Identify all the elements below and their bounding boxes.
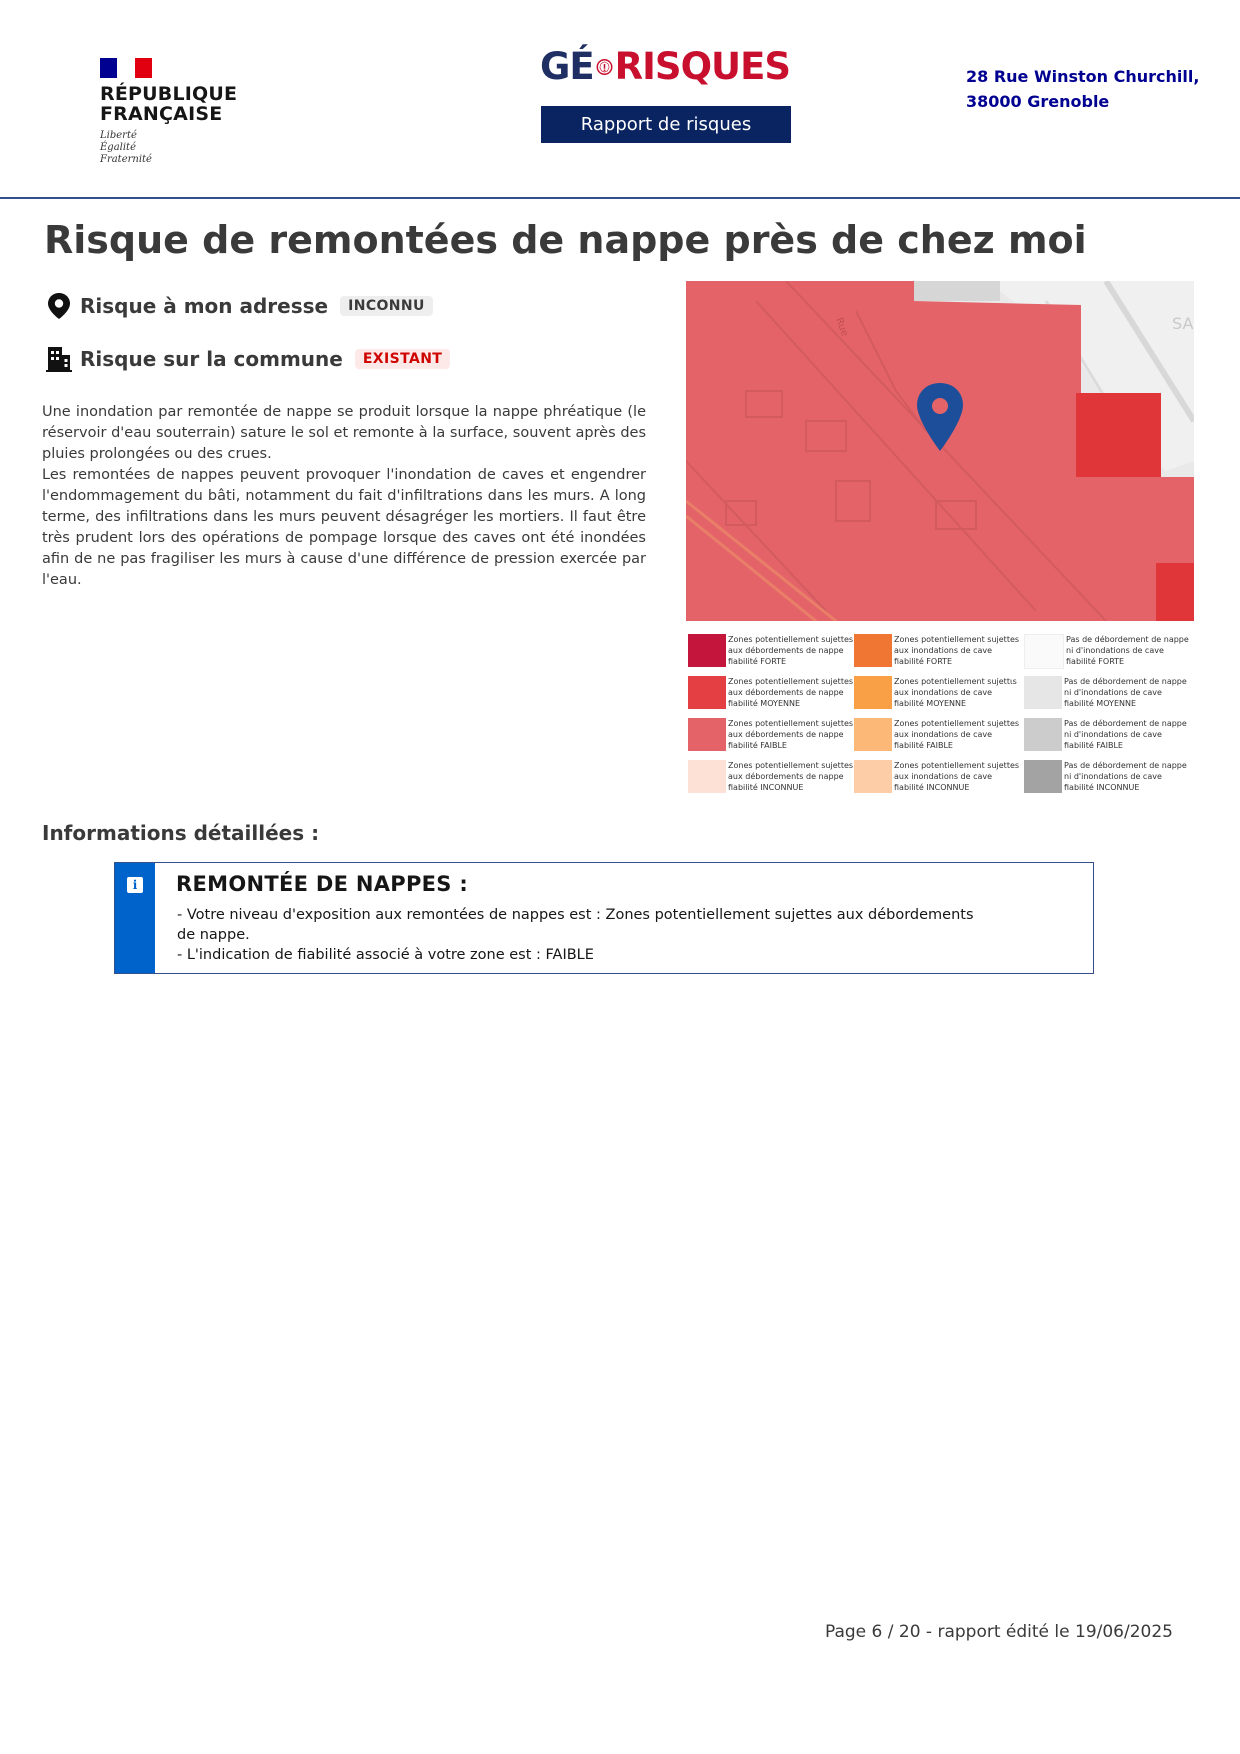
address-line: 38000 Grenoble [966,92,1110,111]
legend-label-line: Pas de débordement de nappe [1064,761,1187,770]
legend-label [894,634,1024,667]
legend-label-line: Zones potentiellement sujettes [894,761,1020,770]
legend-swatch [1024,718,1062,751]
legend-item [688,718,858,751]
legend-label-line: ni d'inondations de cave [1066,646,1164,655]
risk-address-status-badge: INCONNU [340,296,433,316]
risk-address-label: Risque à mon adresse [80,294,329,318]
page-footer: Page 6 / 20 - rapport édité le 19/06/2025 [824,1622,1173,1642]
legend-label [728,718,858,751]
france-alert-icon [596,48,613,86]
legend-label [1064,676,1194,709]
legend-swatch [688,634,726,667]
risk-description [42,402,646,591]
legend-swatch [1024,676,1062,709]
legend-item [1024,634,1196,669]
legend-item [688,760,858,793]
legend-label [1066,634,1196,667]
legend-label-line: fiabilité MOYENNE [728,699,801,708]
legend-swatch [1024,634,1064,669]
legend-label-line: aux débordements de nappe [728,646,844,655]
legend-item [854,676,1024,709]
motto-line: Égalité [100,142,136,153]
legend-label-line: fiabilité INCONNUE [728,783,804,792]
map-area-label: SA [1172,314,1194,333]
republic-name [100,84,270,124]
motto-line: Fraternité [100,154,152,165]
republique-francaise-logo [100,58,270,166]
risk-commune-label: Risque sur la commune [80,347,343,371]
georisques-logo [540,44,790,90]
legend-label [894,760,1024,793]
legend-label-line: Zones potentiellement sujettes [728,719,854,728]
legend-item [1024,760,1194,793]
legend-label-line: fiabilité INCONNUE [1064,783,1140,792]
legend-label [728,676,858,709]
info-line: - Votre niveau d'exposition aux remontées de nappes est : Zones potentiellement sujettes aux débordements [177,907,974,923]
republic-name-line: RÉPUBLIQUE [100,83,238,105]
legend-label-line: ni d'inondations de cave [1064,772,1162,781]
legend-label-line: fiabilité INCONNUE [894,783,970,792]
legend-item [688,634,858,667]
description-paragraph: Les remontées de nappes peuvent provoquer l'inondation de caves et engendrer l'endommagement du bâti, notamment du fait d'infiltrations dans les murs. A long terme, des infiltrations dans les murs peuvent désagréger les mortiers. Il faut être très prudent lors des opérations de pompage lorsque des caves ont été inondées afin de ne pas fragiliser les murs à cause d'une différence de pression exercée par l'eau. [42,467,646,588]
risk-address-row [44,290,433,322]
legend-swatch [854,676,892,709]
legend-label-line: aux inondations de cave [894,646,993,655]
legend-label-line: fiabilité FORTE [728,657,787,666]
map-legend [688,634,1196,796]
info-line: - L'indication de fiabilité associé à votre zone est : FAIBLE [177,947,594,963]
legend-label-line: fiabilité MOYENNE [1064,699,1137,708]
legend-swatch [688,718,726,751]
info-icon: i [127,877,143,893]
legend-label [1064,760,1194,793]
legend-swatch [854,760,892,793]
motto-line: Liberté [100,130,137,141]
legend-label-line: Zones potentiellement sujettes [894,635,1020,644]
risk-commune-row [44,343,450,375]
legend-label-line: Pas de débordement de nappe [1064,719,1187,728]
map-street-label: Rue [833,316,851,338]
legend-swatch [688,676,726,709]
legend-label-line: ni d'inondations de cave [1064,730,1162,739]
legend-label [728,760,858,793]
legend-label [728,634,858,667]
address-line: 28 Rue Winston Churchill, [966,67,1200,86]
risk-map [686,281,1194,621]
legend-item [854,634,1024,667]
legend-label-line: aux inondations de cave [894,730,993,739]
legend-label-line: fiabilité FAIBLE [1064,741,1123,750]
info-callout-sidebar [115,863,155,973]
building-icon [44,344,74,374]
french-flag-icon [100,58,152,78]
legend-label [894,718,1024,751]
details-section-title: Informations détaillées : [42,821,320,845]
legend-item [854,760,1024,793]
legend-label-line: aux débordements de nappe [728,688,844,697]
legend-label-line: fiabilité FAIBLE [728,741,787,750]
legend-label-line: aux inondations de cave [894,772,993,781]
legend-swatch [688,760,726,793]
legend-item [1024,718,1194,751]
risk-commune-status-badge: EXISTANT [355,349,450,369]
legend-swatch [1024,760,1062,793]
legend-label-line: fiabilité FAIBLE [894,741,953,750]
legend-label [1064,718,1194,751]
page-title: Risque de remontées de nappe près de chez moi [44,218,1087,262]
info-line: de nappe. [177,927,250,943]
info-callout-title: REMONTÉE DE NAPPES : [176,872,469,896]
legend-label-line: Zones potentiellement sujettes [728,761,854,770]
legend-label-line: ni d'inondations de cave [1064,688,1162,697]
legend-label-line: Zones potentiellement sujettes [728,635,854,644]
info-callout [114,862,1094,974]
legend-label-line: fiabilité FORTE [894,657,953,666]
report-badge: Rapport de risques [541,106,791,143]
legend-swatch [854,718,892,751]
legend-label-line: Zones potentiellement sujettes [728,677,854,686]
legend-label [894,676,1024,709]
brand-part-1: GÉ [540,45,594,88]
map-pin-icon [44,291,74,321]
legend-item [1024,676,1194,709]
legend-label-line: fiabilité MOYENNE [894,699,967,708]
risk-map-graphic [686,281,1194,621]
legend-swatch [854,634,892,667]
legend-label-line: Pas de débordement de nappe [1064,677,1187,686]
legend-label-line: aux débordements de nappe [728,730,844,739]
legend-item [688,676,858,709]
republic-motto [100,130,270,166]
description-paragraph: Une inondation par remontée de nappe se produit lorsque la nappe phréatique (le réservoir d'eau souterrain) sature le sol et remonte à la surface, souvent après des pluies prolongées ou des crues. [42,404,646,462]
legend-item [854,718,1024,751]
legend-label-line: aux inondations de cave [894,688,993,697]
brand-part-2: RISQUES [614,45,790,88]
address-block [966,64,1206,114]
republic-name-line: FRANÇAISE [100,103,223,125]
legend-label-line: fiabilité FORTE [1066,657,1125,666]
header-divider [0,197,1240,199]
legend-label-line: Zones potentiellement sujettes [894,719,1020,728]
legend-label-line: aux débordements de nappe [728,772,844,781]
info-callout-body [177,905,997,965]
legend-label-line: Pas de débordement de nappe [1066,635,1189,644]
legend-label-line: Zones potentiellement sujettιs [894,677,1017,686]
